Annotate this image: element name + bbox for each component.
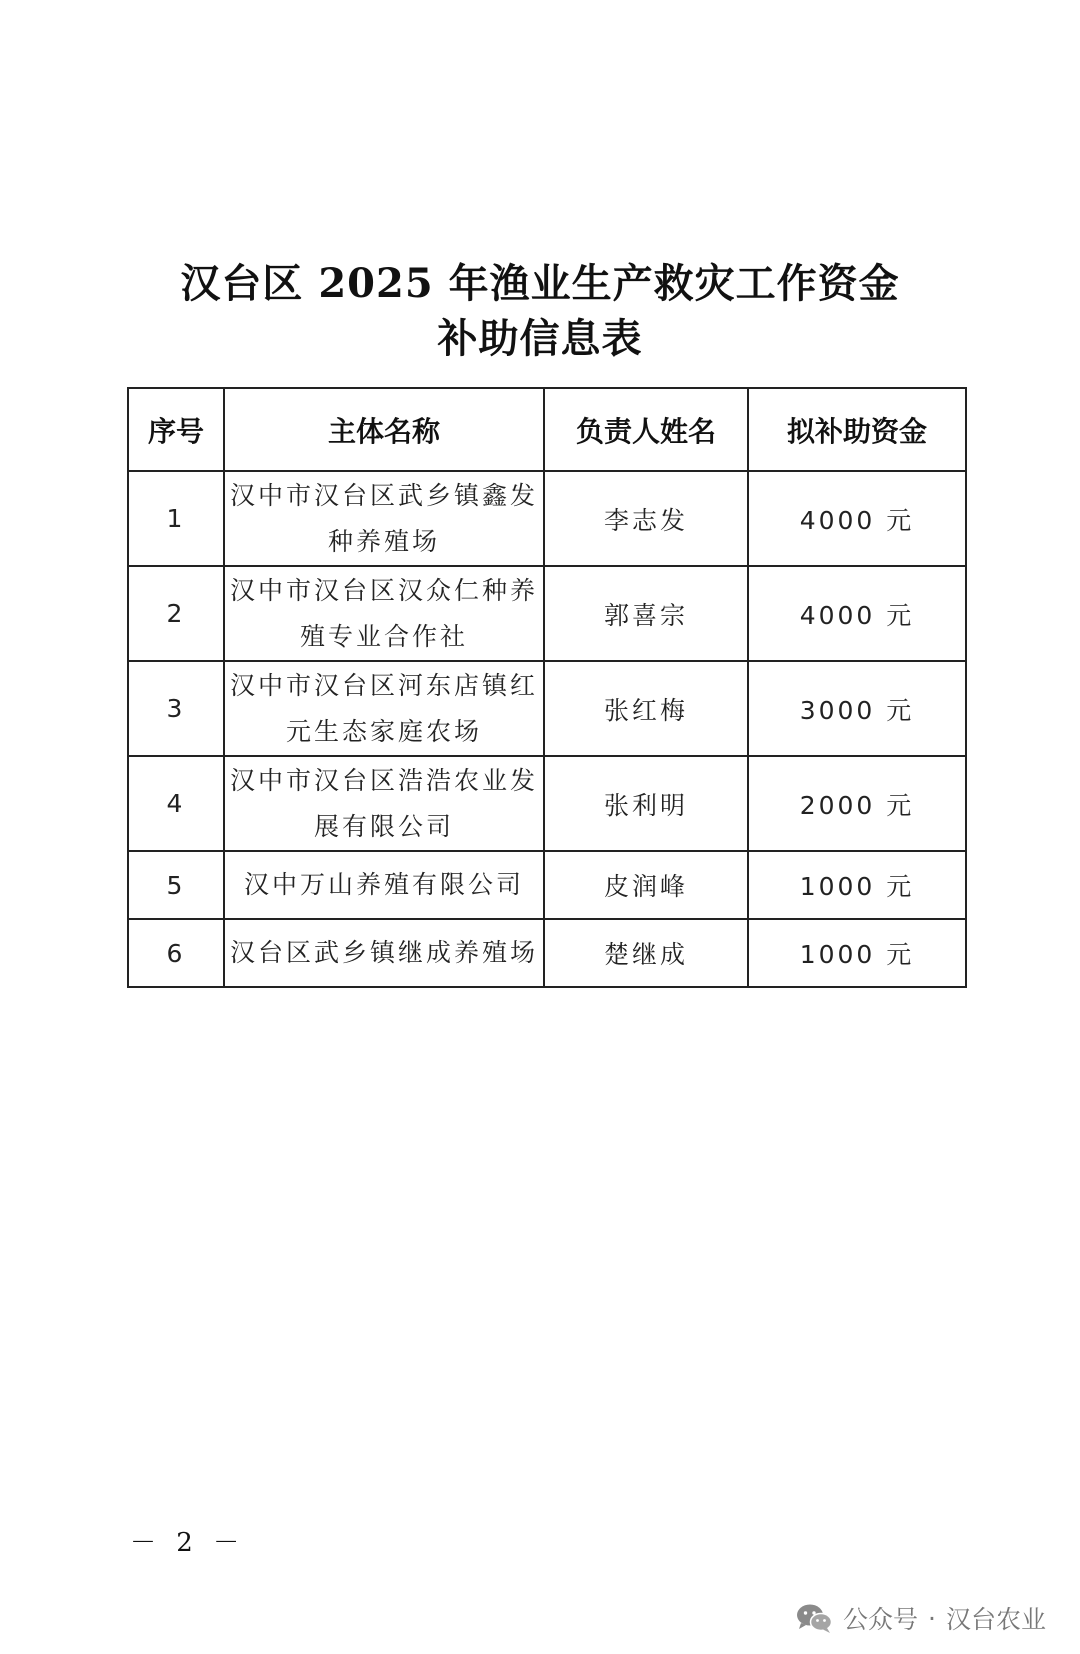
cell-subsidy-amount: 2000 元 (748, 756, 966, 851)
table-row (128, 471, 966, 566)
cell-serial-number: 5 (128, 851, 224, 919)
cell-serial-number: 3 (128, 661, 224, 756)
table-row (128, 661, 966, 756)
watermark-separator: · (928, 1603, 936, 1633)
cell-entity-name: 汉中市汉台区浩浩农业发展有限公司 (224, 756, 544, 851)
table-header-row (128, 388, 966, 471)
cell-entity-name: 汉台区武乡镇继成养殖场 (224, 919, 544, 987)
cell-subsidy-amount: 4000 元 (748, 566, 966, 661)
cell-entity-name: 汉中万山养殖有限公司 (224, 851, 544, 919)
cell-subsidy-amount: 3000 元 (748, 661, 966, 756)
cell-serial-number: 2 (128, 566, 224, 661)
cell-person-in-charge: 张红梅 (544, 661, 748, 756)
document-title-line1: 汉台区 2025 年渔业生产救灾工作资金 (180, 260, 900, 307)
cell-subsidy-amount: 1000 元 (748, 919, 966, 987)
cell-entity-name: 汉中市汉台区武乡镇鑫发种养殖场 (224, 471, 544, 566)
subsidy-table (127, 387, 967, 988)
table-row (128, 566, 966, 661)
cell-person-in-charge: 张利明 (544, 756, 748, 851)
wechat-icon (795, 1602, 833, 1634)
cell-person-in-charge: 郭喜宗 (544, 566, 748, 661)
cell-serial-number: 4 (128, 756, 224, 851)
cell-serial-number: 6 (128, 919, 224, 987)
cell-person-in-charge: 楚继成 (544, 919, 748, 987)
header-subsidy-amount: 拟补助资金 (748, 388, 966, 471)
wechat-watermark (795, 1600, 1046, 1636)
header-person-in-charge: 负责人姓名 (544, 388, 748, 471)
watermark-source: 公众号 (843, 1605, 919, 1634)
watermark-account: 汉台农业 (945, 1605, 1046, 1634)
table-row (128, 756, 966, 851)
cell-person-in-charge: 李志发 (544, 471, 748, 566)
cell-subsidy-amount: 1000 元 (748, 851, 966, 919)
table-row (128, 851, 966, 919)
document-title-line2: 补助信息表 (437, 315, 643, 362)
header-entity-name: 主体名称 (224, 388, 544, 471)
cell-entity-name: 汉中市汉台区汉众仁种养殖专业合作社 (224, 566, 544, 661)
header-serial-number: 序号 (128, 388, 224, 471)
cell-person-in-charge: 皮润峰 (544, 851, 748, 919)
page-number: － 2 － (130, 1528, 246, 1558)
cell-serial-number: 1 (128, 471, 224, 566)
table-row (128, 919, 966, 987)
cell-subsidy-amount: 4000 元 (748, 471, 966, 566)
cell-entity-name: 汉中市汉台区河东店镇红元生态家庭农场 (224, 661, 544, 756)
